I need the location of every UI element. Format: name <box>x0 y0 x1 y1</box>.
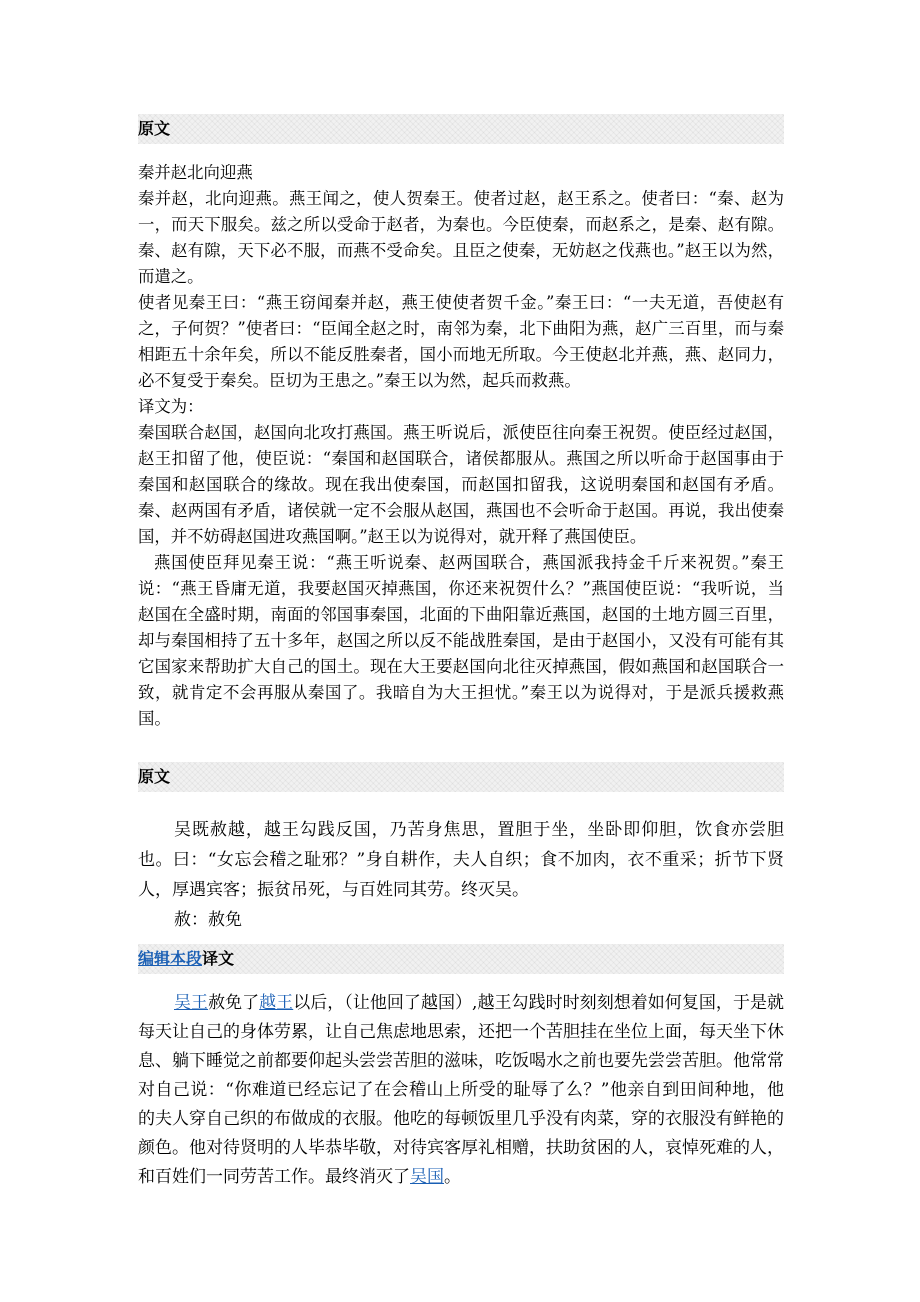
section-header-3 <box>138 944 784 974</box>
text-title: 秦并赵北向迎燕 <box>138 163 253 182</box>
link-wu-wang[interactable]: 吴王 <box>174 993 209 1013</box>
edit-section-link[interactable]: 编辑本段 <box>138 949 203 968</box>
section-heading <box>138 948 234 970</box>
original-paragraph-2: 使者见秦王曰：“燕王窃闻秦并赵，燕王使使者贺千金。”秦王曰：“一夫无道，吾使赵有之，子何贺？”使者曰：“臣闻全赵之时，南邻为秦，北下曲阳为燕，赵广三百里，而与秦相距五十余年矣，所以不能反胜秦者，国小而地无所取。今王使赵北并燕，燕、赵同力，必不复受于秦矣。臣切为王患之。”秦王以为然，起兵而救燕。 <box>138 293 784 390</box>
translation-paragraph <box>138 989 784 1192</box>
original-paragraph-1: 秦并赵，北向迎燕。燕王闻之，使人贺秦王。使者过赵，赵王系之。使者曰：“秦、赵为一，而天下服矣。兹之所以受命于赵者，为秦也。今臣使秦，而赵系之，是秦、赵有隙。秦、赵有隙，天下必不服，而燕不受命矣。且臣之使秦，无妨赵之伐燕也。”赵王以为然，而遣之。 <box>138 189 784 286</box>
link-wu-guo[interactable]: 吴国 <box>410 1167 444 1187</box>
translation-text: 赦免了 <box>208 993 260 1013</box>
annotation-note: 赦：赦免 <box>174 910 242 930</box>
section-body-2 <box>138 815 784 935</box>
original-paragraph: 吴既赦越，越王勾践反国，乃苦身焦思，置胆于坐，坐卧即仰胆，饮食亦尝胆也。曰：“女忘会稽之耻邪？”身自耕作，夫人自织；食不加肉，衣不重采；折节下贤人，厚遇宾客；振贫吊死，与百姓同其劳。终灭吴。 <box>138 820 784 900</box>
translation-label: 译文为： <box>138 397 204 416</box>
section-heading: 原文 <box>138 767 171 786</box>
section-body-1 <box>138 160 784 732</box>
translation-text: 以后，（让他回了越国）,越王勾践时时刻刻想着如何复国，于是就每天让自己的身体劳累，让自己焦虑地思索，还把一个苦胆挂在坐位上面，每天坐下休息、躺下睡觉之前都要仰起头尝尝苦胆的滋味，吃饭喝水之前也要先尝尝苦胆。他常常对自己说：“你难道已经忘记了在会稽山上所受的耻辱了么？”他亲自到田间种地，他的夫人穿自己织的布做成的衣服。他吃的每顿饭里几乎没有肉菜，穿的衣服没有鲜艳的颜色。他对待贤明的人毕恭毕敬，对待宾客厚礼相赠，扶助贫困的人，哀悼死难的人，和百姓们一同劳苦工作。最终消灭了 <box>138 993 785 1187</box>
section-header-2 <box>138 762 784 792</box>
section-heading: 原文 <box>138 119 171 138</box>
translation-text-end: 。 <box>444 1167 461 1187</box>
link-yue-wang[interactable]: 越王 <box>259 993 294 1013</box>
section-header-1 <box>138 114 784 144</box>
translation-paragraph-2: 燕国使臣拜见秦王说：“燕王听说秦、赵两国联合，燕国派我持金千斤来祝贺。”秦王说：“燕王昏庸无道，我要赵国灭掉燕国，你还来祝贺什么？”燕国使臣说：“我听说，当赵国在全盛时期，南面的邻国事秦国，北面的下曲阳靠近燕国，赵国的土地方圆三百里，却与秦国相持了五十多年，赵国之所以反不能战胜秦国，是由于赵国小，又没有可能有其它国家来帮助扩大自己的国土。现在大王要赵国向北往灭掉燕国，假如燕国和赵国联合一致，就肯定不会再服从秦国了。我暗自为大王担忧。”秦王以为说得对，于是派兵援救燕国。 <box>138 553 784 728</box>
translation-paragraph-1: 秦国联合赵国，赵国向北攻打燕国。燕王听说后，派使臣往向秦王祝贺。使臣经过赵国，赵王扣留了他，使臣说：“秦国和赵国联合，诸侯都服从。燕国之所以听命于赵国事由于秦国和赵国联合的缘故。现在我出使秦国，而赵国扣留我，这说明秦国和赵国有矛盾。秦、赵两国有矛盾，诸侯就一定不会服从赵国，燕国也不会听命于赵国。再说，我出使秦国，并不妨碍赵国进攻燕国啊。”赵王以为说得对，就开释了燕国使臣。 <box>138 423 784 546</box>
section-body-3 <box>138 989 784 1192</box>
section-heading-suffix: 译文 <box>202 949 235 968</box>
